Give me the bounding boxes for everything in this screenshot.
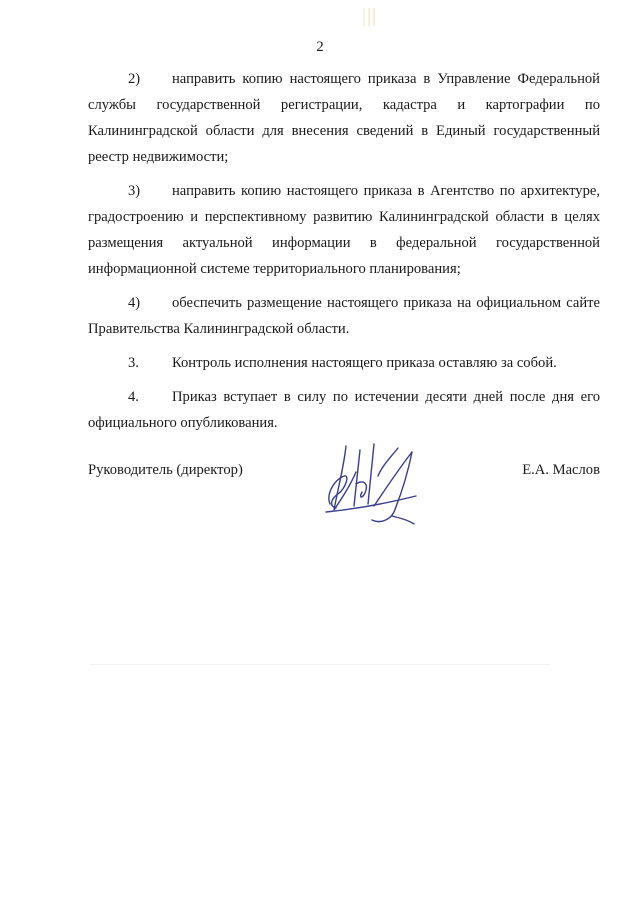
item-text: Приказ вступает в силу по истечении десяти дней после дня его официального опубликования. xyxy=(88,389,600,431)
list-item xyxy=(88,350,600,376)
signer-title: Руководитель (директор) xyxy=(88,462,243,478)
item-text: Контроль исполнения настоящего приказа оставляю за собой. xyxy=(172,355,557,371)
signer-name: Е.А. Маслов xyxy=(522,462,600,478)
list-item xyxy=(88,290,600,342)
item-number: 2) xyxy=(128,71,141,87)
item-number: 4. xyxy=(128,389,139,405)
faint-stamp-mark-icon xyxy=(360,6,382,28)
list-item xyxy=(88,384,600,436)
divider xyxy=(90,664,550,665)
list-item xyxy=(88,66,600,170)
item-number: 4) xyxy=(128,295,141,311)
item-number: 3) xyxy=(128,183,141,199)
list-item xyxy=(88,178,600,282)
page-number: 2 xyxy=(316,39,324,55)
item-text: обеспечить размещение настоящего приказа на официальном сайте Правительства Калининградской области. xyxy=(88,295,600,337)
document-body xyxy=(88,66,600,444)
handwritten-signature-icon xyxy=(316,436,428,532)
item-number: 3. xyxy=(128,355,139,371)
item-text: направить копию настоящего приказа в Управление Федеральной службы государственной регистрации, кадастра и картографии по Калининградской области для внесения сведений в Единый государственный реестр недвижимости; xyxy=(88,71,600,165)
item-text: направить копию настоящего приказа в Агентство по архитектуре, градостроению и перспективному развитию Калининградской области в целях размещения актуальной информации в федеральной государственной информационной системе территориального планирования; xyxy=(88,183,600,277)
